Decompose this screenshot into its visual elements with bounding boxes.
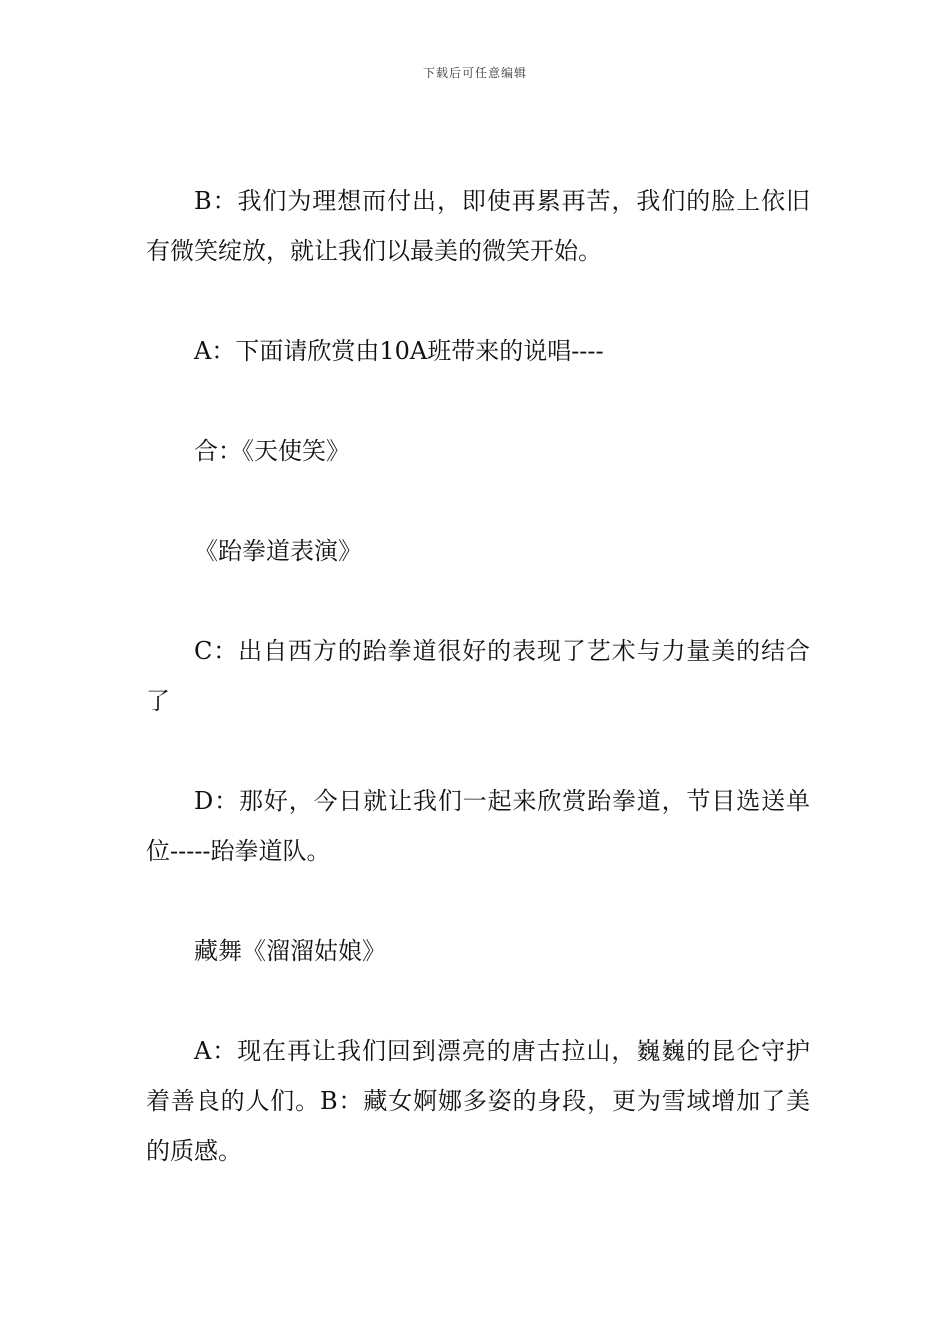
- paragraph-dance-title: 藏舞《溜溜姑娘》: [194, 937, 386, 965]
- paragraph-a-announce: A：下面请欣赏由10A班带来的说唱----: [194, 337, 604, 365]
- paragraph-a-b-dance: A：现在再让我们回到漂亮的唐古拉山，巍巍的昆仑守护着善良的人们。B：藏女婀娜多姿的身段，更为雪域增加了美的质感。: [146, 1037, 810, 1165]
- page-header: 下载后可任意编辑: [422, 66, 527, 80]
- paragraph-program-title: 合：《天使笑》: [194, 437, 350, 465]
- paragraph-taekwondo-title: 《跆拳道表演》: [194, 537, 362, 565]
- document-body: [146, 176, 810, 1226]
- paragraph-c-taekwondo: C：出自西方的跆拳道很好的表现了艺术与力量美的结合了: [146, 637, 810, 715]
- paragraph-b-intro: B：我们为理想而付出，即使再累再苦，我们的脸上依旧有微笑绽放，就让我们以最美的微笑开始。: [146, 187, 810, 265]
- paragraph-d-taekwondo: D：那好，今日就让我们一起来欣赏跆拳道，节目选送单位-----跆拳道队。: [146, 787, 810, 865]
